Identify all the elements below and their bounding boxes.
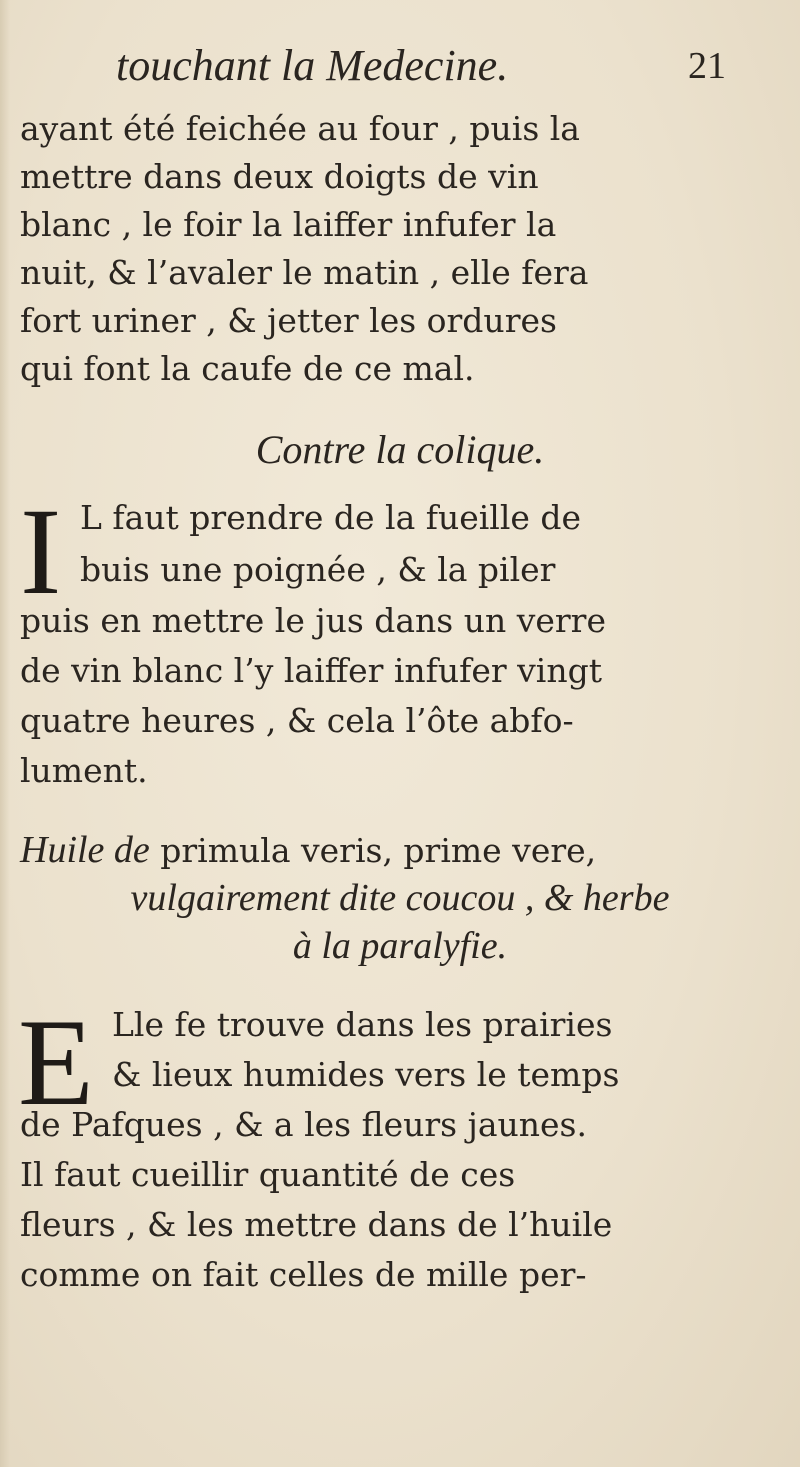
page-edge-shadow — [0, 0, 10, 1467]
text-line: & lieux humides vers le temps — [112, 1055, 620, 1094]
heading-roman: primula veris, prime vere, — [149, 831, 597, 870]
text-line: buis une poignée , & la piler — [80, 550, 556, 589]
text-line: fort uriner , & jetter les ordures — [20, 301, 557, 340]
heading-line-3: à la paralyfie. — [292, 925, 508, 967]
text-line: L faut prendre de la fueille de — [80, 498, 582, 537]
text-line: ayant été feichée au four , puis la — [20, 109, 580, 148]
text-line: qui font la caufe de ce mal. — [20, 349, 475, 388]
text-line: comme on fait celles de mille per- — [20, 1255, 587, 1294]
heading-line-2: vulgairement dite coucou , & herbe — [130, 877, 670, 919]
text-line: nuit, & l’avaler le matin , elle fera — [20, 253, 589, 292]
text-line: mettre dans deux doigts de vin — [20, 157, 539, 196]
page-number: 21 — [688, 45, 726, 87]
drop-cap: E — [18, 994, 94, 1131]
text-line: lument. — [20, 751, 148, 790]
text-line: de Pafques , & a les fleurs jaunes. — [20, 1105, 587, 1144]
drop-cap: I — [20, 483, 62, 620]
heading-line-1 — [20, 825, 596, 876]
section-heading-colique: Contre la colique. — [255, 427, 545, 472]
text-line: blanc , le foir la laiffer infufer la — [20, 205, 557, 244]
text-line: de vin blanc l’y laiffer infufer vingt — [20, 651, 602, 690]
text-line: Il faut cueillir quantité de ces — [20, 1155, 516, 1194]
text-line: Lle fe trouve dans les prairies — [112, 1005, 613, 1044]
text-line: quatre heures , & cela l’ôte abfo- — [20, 701, 574, 740]
page-header — [116, 38, 726, 94]
text-line: puis en mettre le jus dans un verre — [20, 601, 606, 640]
running-title: touchant la Medecine. — [116, 41, 509, 90]
heading-italic: Huile de — [20, 829, 150, 871]
text-line: fleurs , & les mettre dans de l’huile — [20, 1205, 613, 1244]
